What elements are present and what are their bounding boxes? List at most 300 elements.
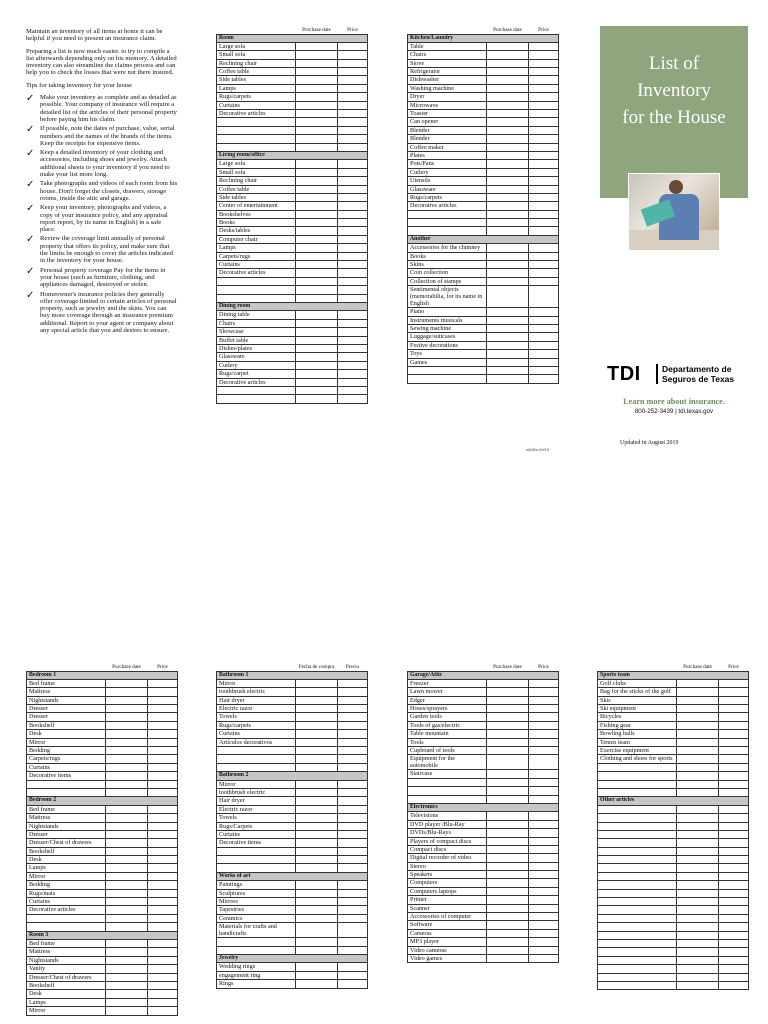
- purchase-date-cell: [106, 856, 148, 864]
- purchase-date-cell: [487, 325, 529, 333]
- purchase-date-cell: [487, 93, 529, 101]
- price-cell: [148, 998, 178, 1006]
- purchase-date-cell: [487, 51, 529, 59]
- price-cell: [529, 84, 559, 92]
- purchase-date-cell: [677, 805, 719, 813]
- table-row: [27, 713, 178, 721]
- table-row: [27, 906, 178, 914]
- blank-row: [598, 906, 749, 914]
- item-name: Utensils: [408, 177, 487, 185]
- item-name: toothbrush electric: [217, 788, 296, 796]
- price-cell: [529, 358, 559, 366]
- item-name: Cutlery: [217, 361, 296, 369]
- price-cell: [338, 805, 368, 813]
- purchase-date-cell: [487, 845, 529, 853]
- price-cell: [719, 705, 749, 713]
- item-name: Rugs/carpets: [217, 721, 296, 729]
- price-cell: [529, 101, 559, 109]
- item-name: Nightstands: [27, 822, 106, 830]
- price-cell: [338, 864, 368, 872]
- price-cell: [148, 830, 178, 838]
- price-cell: [529, 333, 559, 341]
- item-name: Dryer: [408, 93, 487, 101]
- purchase-date-cell: [487, 921, 529, 929]
- purchase-date-cell: [296, 788, 338, 796]
- table-row: [408, 76, 559, 84]
- item-name: Bedding: [27, 747, 106, 755]
- item-name: Small sofa: [217, 168, 296, 176]
- item-name: Dresser: [27, 713, 106, 721]
- price-cell: [529, 244, 559, 252]
- table-row: [408, 896, 559, 904]
- table-row: [27, 1007, 178, 1015]
- table-row: [598, 705, 749, 713]
- price-cell: [529, 721, 559, 729]
- tip-text: Keep your inventory, photographs and videos, a copy of your insurance policy, and any appraisal report report, by its name in English) in a safe place.: [40, 204, 168, 234]
- table-row: [408, 143, 559, 151]
- purchase-date-cell: [677, 780, 719, 788]
- item-name: [408, 778, 487, 786]
- table-row: [217, 679, 368, 687]
- table-row: [217, 353, 368, 361]
- item-name: [598, 805, 677, 813]
- item-name: Bed frame: [27, 805, 106, 813]
- purchase-date-cell: [677, 830, 719, 838]
- item-name: Blender: [408, 135, 487, 143]
- table-row: [408, 904, 559, 912]
- table-row: [408, 244, 559, 252]
- purchase-date-cell: [487, 755, 529, 770]
- tip-item: [26, 94, 178, 123]
- price-cell: [338, 881, 368, 889]
- item-name: [217, 856, 296, 864]
- price-cell: [148, 856, 178, 864]
- price-cell: [338, 395, 368, 403]
- purchase-date-cell: [106, 688, 148, 696]
- table-row: [27, 822, 178, 830]
- item-name: Dresser/Chest of drawers: [27, 973, 106, 981]
- table-row: [408, 705, 559, 713]
- blank-row: [217, 847, 368, 855]
- section-header-row: [217, 151, 368, 159]
- item-name: [598, 830, 677, 838]
- purchase-date-cell: [296, 353, 338, 361]
- price-cell: [529, 135, 559, 143]
- purchase-date-cell: [296, 76, 338, 84]
- table-row: [408, 738, 559, 746]
- purchase-date-cell: [677, 763, 719, 771]
- purchase-date-cell: [677, 872, 719, 880]
- purchase-date-cell: [677, 864, 719, 872]
- item-name: Festive decorations: [408, 341, 487, 349]
- section-title: Electronics: [408, 803, 559, 811]
- blank-row: [217, 938, 368, 946]
- price-cell: [529, 177, 559, 185]
- purchase-date-cell: [106, 730, 148, 738]
- table-row: [408, 913, 559, 921]
- item-name: Pots/Pans: [408, 160, 487, 168]
- purchase-date-cell: [296, 780, 338, 788]
- table-row: [27, 956, 178, 964]
- tip-text: Take photographs and videos of each room from his house. Don't forget the closets, drawers, storage rooms, inside the attic and garage.: [40, 180, 178, 202]
- item-name: Lamps: [217, 84, 296, 92]
- purchase-date-cell: [296, 864, 338, 872]
- price-cell: [529, 738, 559, 746]
- table-row: [217, 51, 368, 59]
- price-cell: [719, 872, 749, 880]
- table-row: [408, 261, 559, 269]
- section-header-row: [27, 931, 178, 939]
- price-cell: [719, 830, 749, 838]
- blank-row: [408, 210, 559, 218]
- inventory-table-living-areas: [216, 26, 368, 404]
- tip-item: [26, 204, 178, 233]
- item-name: Large sofa: [217, 160, 296, 168]
- purchase-date-cell: [296, 143, 338, 151]
- purchase-date-cell: [296, 898, 338, 906]
- price-cell: [529, 219, 559, 227]
- purchase-date-cell: [296, 235, 338, 243]
- price-cell: [529, 51, 559, 59]
- purchase-date-cell: [296, 738, 338, 746]
- table-row: [217, 219, 368, 227]
- item-name: Edger: [408, 696, 487, 704]
- purchase-date-cell: [487, 887, 529, 895]
- purchase-date-cell: [106, 864, 148, 872]
- purchase-date-cell: [487, 366, 529, 374]
- purchase-date-cell: [487, 110, 529, 118]
- blank-row: [598, 814, 749, 822]
- price-cell: [529, 227, 559, 235]
- item-name: Side tables: [217, 193, 296, 201]
- price-cell: [529, 747, 559, 755]
- item-name: [598, 864, 677, 872]
- table-row: [408, 151, 559, 159]
- price-cell: [148, 906, 178, 914]
- purchase-date-cell: [677, 856, 719, 864]
- purchase-date-cell: [106, 788, 148, 796]
- purchase-date-cell: [677, 889, 719, 897]
- price-cell: [148, 738, 178, 746]
- table-row: [408, 84, 559, 92]
- price-cell: [529, 862, 559, 870]
- blank-row: [217, 277, 368, 285]
- section-title: Sports team: [598, 671, 749, 679]
- price-cell: [338, 42, 368, 50]
- purchase-date-cell: [106, 889, 148, 897]
- purchase-date-cell: [487, 747, 529, 755]
- price-cell: [529, 730, 559, 738]
- price-cell: [338, 713, 368, 721]
- purchase-date-cell: [677, 730, 719, 738]
- tip-text: Keep a detailed inventory of your clothing and accessories, including shoes and jewelry. Attach additional sheets to your inventory if you need to make your list more long.: [40, 149, 170, 179]
- item-name: Bicycles: [598, 713, 677, 721]
- purchase-date-cell: [296, 386, 338, 394]
- item-name: Glassware: [408, 185, 487, 193]
- table-row: [27, 856, 178, 864]
- blank-row: [598, 948, 749, 956]
- purchase-date-cell: [487, 904, 529, 912]
- price-cell: [529, 688, 559, 696]
- table-row: [408, 68, 559, 76]
- item-name: Materials for crafts and handicrafts: [217, 923, 296, 938]
- item-name: [217, 277, 296, 285]
- table-row: [217, 328, 368, 336]
- price-cell: [338, 980, 368, 988]
- blank-row: [598, 889, 749, 897]
- item-name: Sculptures: [217, 889, 296, 897]
- tips-list: [26, 94, 178, 334]
- purchase-date-cell: [296, 923, 338, 938]
- price-cell: [529, 93, 559, 101]
- updated-date: Updated in August 2019: [620, 440, 679, 446]
- table-row: [217, 269, 368, 277]
- price-cell: [338, 277, 368, 285]
- inventory-table-sports-other: [597, 663, 749, 990]
- table-header-row: [27, 663, 178, 671]
- price-cell: [719, 805, 749, 813]
- item-name: Table mountain: [408, 730, 487, 738]
- table-row: [598, 696, 749, 704]
- tips-heading: Tips for taking inventory for your house: [26, 81, 132, 89]
- price-cell: [338, 797, 368, 805]
- table-row: [217, 923, 368, 938]
- price-cell: [529, 168, 559, 176]
- price-cell: [719, 730, 749, 738]
- blank-row: [598, 822, 749, 830]
- purchase-date-cell: [296, 881, 338, 889]
- table-row: [408, 871, 559, 879]
- item-name: Nightstands: [27, 696, 106, 704]
- purchase-date-cell: [487, 350, 529, 358]
- price-cell: [529, 375, 559, 383]
- purchase-date-cell: [296, 971, 338, 979]
- header-item-cell: [598, 663, 677, 671]
- price-cell: [719, 814, 749, 822]
- purchase-date-cell: [106, 780, 148, 788]
- blank-row: [27, 923, 178, 931]
- purchase-date-cell: [296, 219, 338, 227]
- purchase-date-cell: [106, 981, 148, 989]
- purchase-date-cell: [487, 738, 529, 746]
- item-name: Bookshelf: [27, 847, 106, 855]
- table-row: [217, 688, 368, 696]
- table-row: [408, 135, 559, 143]
- price-cell: [529, 955, 559, 963]
- blank-row: [598, 788, 749, 796]
- item-name: Mirrors: [217, 898, 296, 906]
- price-cell: [529, 679, 559, 687]
- purchase-date-cell: [487, 705, 529, 713]
- purchase-date-cell: [296, 730, 338, 738]
- item-name: Fishing gear: [598, 721, 677, 729]
- purchase-date-cell: [106, 940, 148, 948]
- item-name: Stove: [408, 59, 487, 67]
- table-row: [408, 308, 559, 316]
- price-cell: [148, 839, 178, 847]
- purchase-date-cell: [487, 135, 529, 143]
- item-name: Blender: [408, 126, 487, 134]
- price-cell: [338, 311, 368, 319]
- logo-divider: [656, 364, 658, 384]
- price-cell: [529, 887, 559, 895]
- purchase-date-cell: [487, 177, 529, 185]
- price-cell: [529, 252, 559, 260]
- price-cell: [338, 252, 368, 260]
- purchase-date-cell: [106, 705, 148, 713]
- purchase-date-cell: [106, 948, 148, 956]
- blank-row: [408, 219, 559, 227]
- price-cell: [529, 845, 559, 853]
- table-row: [27, 688, 178, 696]
- price-cell: [338, 847, 368, 855]
- item-name: Desk: [27, 856, 106, 864]
- item-name: [598, 780, 677, 788]
- price-cell: [719, 914, 749, 922]
- item-name: [598, 847, 677, 855]
- price-cell: [529, 325, 559, 333]
- price-cell: [338, 856, 368, 864]
- price-cell: [338, 59, 368, 67]
- purchase-date-cell: [106, 906, 148, 914]
- table-row: [27, 696, 178, 704]
- purchase-date-cell: [487, 185, 529, 193]
- purchase-date-cell: [106, 772, 148, 780]
- purchase-date-cell: [677, 713, 719, 721]
- item-name: Bookshelf: [27, 981, 106, 989]
- table-row: [408, 696, 559, 704]
- purchase-date-cell: [296, 763, 338, 771]
- item-name: Wedding rings: [217, 963, 296, 971]
- section-title: Room 3: [27, 931, 178, 939]
- table-row: [217, 202, 368, 210]
- price-cell: [529, 316, 559, 324]
- table-row: [408, 820, 559, 828]
- purchase-date-cell: [296, 277, 338, 285]
- table-row: [598, 679, 749, 687]
- price-cell: [148, 889, 178, 897]
- price-cell: [148, 923, 178, 931]
- table-row: [27, 998, 178, 1006]
- item-name: Mattress: [27, 688, 106, 696]
- price-cell: [338, 177, 368, 185]
- price-cell: [148, 822, 178, 830]
- price-cell: [529, 59, 559, 67]
- price-cell: [529, 854, 559, 862]
- blank-row: [408, 227, 559, 235]
- purchase-date-cell: [296, 336, 338, 344]
- checkmark-icon: ✓: [26, 203, 35, 215]
- price-cell: [529, 68, 559, 76]
- table-row: [27, 721, 178, 729]
- blank-row: [27, 780, 178, 788]
- purchase-date-cell: [106, 1007, 148, 1015]
- price-cell: [719, 747, 749, 755]
- price-cell: [529, 277, 559, 285]
- purchase-date-cell: [296, 135, 338, 143]
- purchase-date-cell: [106, 847, 148, 855]
- item-name: Digital recorder of video: [408, 854, 487, 862]
- item-name: [408, 210, 487, 218]
- table-header-row: [217, 26, 368, 34]
- price-cell: [529, 126, 559, 134]
- item-name: Rugs/carpets: [217, 93, 296, 101]
- price-cell: [529, 829, 559, 837]
- item-name: [408, 795, 487, 803]
- purchase-date-cell: [677, 847, 719, 855]
- purchase-date-cell: [296, 847, 338, 855]
- table-row: [27, 965, 178, 973]
- table-row: [408, 854, 559, 862]
- price-cell: [338, 822, 368, 830]
- purchase-date-cell: [296, 84, 338, 92]
- purchase-date-cell: [296, 938, 338, 946]
- item-name: DVDs/Blu-Rays: [408, 829, 487, 837]
- price-cell: [719, 906, 749, 914]
- header-price: Precio: [345, 663, 360, 670]
- table-row: [408, 713, 559, 721]
- contact-info: 800-252-3439 | tdi.texas.gov: [634, 408, 714, 415]
- purchase-date-cell: [296, 856, 338, 864]
- purchase-date-cell: [487, 955, 529, 963]
- tip-item: [26, 267, 178, 289]
- blank-row: [598, 872, 749, 880]
- price-cell: [529, 185, 559, 193]
- table-row: [408, 202, 559, 210]
- item-name: Tennis team: [598, 738, 677, 746]
- item-name: Reclining chair: [217, 59, 296, 67]
- item-name: Mirror: [217, 679, 296, 687]
- price-cell: [148, 864, 178, 872]
- price-cell: [338, 110, 368, 118]
- header-purchase-date: Purchase date: [302, 26, 331, 33]
- table-header-row: [217, 663, 368, 671]
- item-name: Rugs/carpets: [408, 193, 487, 201]
- purchase-date-cell: [677, 705, 719, 713]
- purchase-date-cell: [296, 252, 338, 260]
- purchase-date-cell: [296, 193, 338, 201]
- tip-item: [26, 125, 178, 147]
- purchase-date-cell: [296, 126, 338, 134]
- item-name: [217, 847, 296, 855]
- price-cell: [529, 110, 559, 118]
- blank-row: [217, 395, 368, 403]
- purchase-date-cell: [296, 696, 338, 704]
- table-row: [408, 946, 559, 954]
- purchase-date-cell: [487, 244, 529, 252]
- table-row: [408, 177, 559, 185]
- item-name: engagement ring: [217, 971, 296, 979]
- item-name: Books: [408, 252, 487, 260]
- item-name: Bookshelf: [27, 721, 106, 729]
- blank-row: [217, 294, 368, 302]
- section-header-row: [408, 34, 559, 42]
- table-row: [408, 812, 559, 820]
- purchase-date-cell: [106, 747, 148, 755]
- purchase-date-cell: [487, 688, 529, 696]
- item-name: [217, 938, 296, 946]
- purchase-date-cell: [296, 42, 338, 50]
- price-cell: [338, 938, 368, 946]
- price-cell: [148, 772, 178, 780]
- header-purchase-date: Purchase date: [683, 663, 712, 670]
- purchase-date-cell: [296, 311, 338, 319]
- item-name: Small sofa: [217, 51, 296, 59]
- item-name: Sewing machine: [408, 325, 487, 333]
- table-row: [408, 252, 559, 260]
- purchase-date-cell: [106, 814, 148, 822]
- price-cell: [338, 946, 368, 954]
